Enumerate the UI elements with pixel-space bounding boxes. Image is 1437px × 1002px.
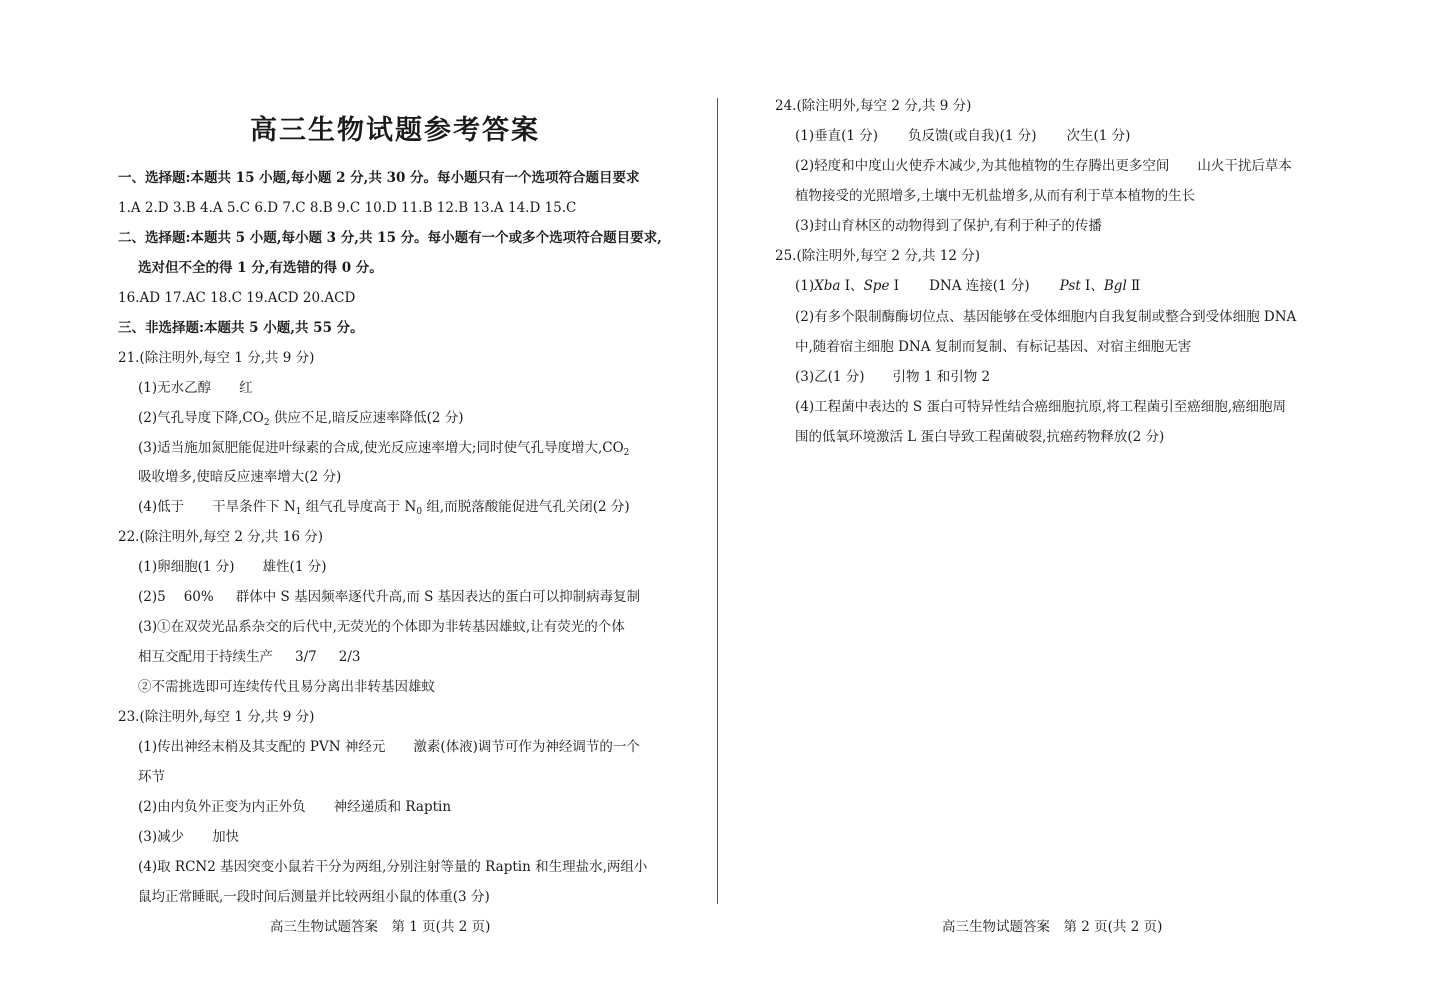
q22-answer-3-cont [138, 647, 360, 667]
q25-3b: 引物 1 和引物 2 [892, 369, 991, 385]
q23-answer-4-cont: 鼠均正常睡眠,一段时间后测量并比较两组小鼠的体重(3 分) [138, 889, 490, 905]
q24-2a: (2)轻度和中度山火使乔木减少,为其他植物的生存腾出更多空间 [795, 158, 1170, 174]
q24-1b: 负反馈(或自我)(1 分) [908, 128, 1037, 144]
q22-answer-3: (3)①在双荧光品系杂交的后代中,无荧光的个体即为非转基因雄蚊,让有荧光的个体 [138, 619, 625, 635]
section-2-heading: 二、选择题:本题共 5 小题,每小题 3 分,共 15 分。每小题有一个或多个选项符合题目要求, [118, 230, 662, 246]
q25-enzyme-spe: Spe [863, 278, 890, 294]
q22-answer-1 [138, 557, 326, 577]
q25-1b: Ⅰ、 [840, 278, 864, 294]
q21-3a: (3)适当施加氮肥能促进叶绿素的合成,使光反应速率增大;同时使气孔导度增大,CO [138, 440, 624, 456]
q21-4a: (4)低于 [138, 499, 185, 515]
q21-answer-3-cont: 吸收增多,使暗反应速率增大(2 分) [138, 469, 342, 485]
q22-3b: 3/7 [295, 649, 317, 665]
q22-3c: 2/3 [338, 649, 361, 665]
q21-answer-3 [138, 438, 629, 458]
q21-3-sub: 2 [623, 448, 630, 458]
q21-1a: (1)无水乙醇 [138, 380, 212, 396]
q25-1d: DNA 连接(1 分) [929, 278, 1030, 294]
q21-4-sub1: 1 [295, 507, 302, 517]
q25-enzyme-pst: Pst [1059, 278, 1081, 294]
q23-2a: (2)由内负外正变为内正外负 [138, 799, 306, 815]
q25-3a: (3)乙(1 分) [795, 369, 865, 385]
section-2-answers: 16.AD 17.AC 18.C 19.ACD 20.ACD [118, 290, 356, 306]
q25-enzyme-bgl: Bgl [1103, 278, 1127, 294]
column-divider [717, 98, 718, 904]
section-1-heading: 一、选择题:本题共 15 小题,每小题 2 分,共 30 分。每小题只有一个选项符合题目要求 [118, 170, 640, 186]
page-title: 高三生物试题参考答案 [250, 115, 540, 146]
q22-answer-2 [138, 587, 640, 607]
q21-answer-4 [138, 497, 630, 517]
q21-heading: 21.(除注明外,每空 1 分,共 9 分) [118, 350, 315, 366]
q25-answer-2-cont: 中,随着宿主细胞 DNA 复制而复制、有标记基因、对宿主细胞无害 [795, 339, 1192, 355]
page-1-footer: 高三生物试题答案 第 1 页(共 2 页) [270, 919, 491, 935]
q24-answer-1 [795, 126, 1130, 146]
q24-heading: 24.(除注明外,每空 2 分,共 9 分) [775, 98, 972, 114]
q21-4-sub2: 0 [416, 507, 423, 517]
q25-answer-1 [795, 276, 1140, 296]
q23-answer-1-cont: 环节 [138, 769, 165, 785]
q22-3a: 相互交配用于持续生产 [138, 649, 273, 665]
q25-answer-2: (2)有多个限制酶酶切位点、基因能够在受体细胞内自我复制或整合到受体细胞 DNA [795, 309, 1297, 325]
q24-1c: 次生(1 分) [1066, 128, 1131, 144]
q24-1a: (1)垂直(1 分) [795, 128, 879, 144]
q22-2a: (2)5 [138, 589, 166, 605]
q23-answer-1 [138, 737, 640, 757]
q25-heading: 25.(除注明外,每空 2 分,共 12 分) [775, 248, 981, 264]
section-3-heading: 三、非选择题:本题共 5 小题,共 55 分。 [118, 320, 364, 336]
q22-1b: 雄性(1 分) [262, 559, 327, 575]
q23-heading: 23.(除注明外,每空 1 分,共 9 分) [118, 709, 315, 725]
q24-answer-3: (3)封山育林区的动物得到了保护,有利于种子的传播 [795, 218, 1102, 234]
q25-1g: Ⅱ [1126, 278, 1141, 294]
section-2-heading-cont: 选对但不全的得 1 分,有选错的得 0 分。 [138, 260, 383, 276]
q23-1a: (1)传出神经末梢及其支配的 PVN 神经元 [138, 739, 386, 755]
section-1-answers: 1.A 2.D 3.B 4.A 5.C 6.D 7.C 8.B 9.C 10.D 11.B 12.B 13.A 14.D 15.C [118, 200, 577, 216]
page-2-footer: 高三生物试题答案 第 2 页(共 2 页) [942, 919, 1163, 935]
q24-answer-2 [795, 156, 1292, 176]
q22-2b: 60% [183, 589, 214, 605]
q25-1c: Ⅰ [889, 278, 900, 294]
q22-1a: (1)卵细胞(1 分) [138, 559, 235, 575]
q21-4c: 组气孔导度高于 N [301, 499, 417, 515]
q23-3a: (3)减少 [138, 829, 185, 845]
q22-heading: 22.(除注明外,每空 2 分,共 16 分) [118, 529, 324, 545]
q21-2-sub: 2 [263, 418, 270, 428]
q21-2a: (2)气孔导度下降,CO [138, 410, 264, 426]
q22-2c: 群体中 S 基因频率逐代升高,而 S 基因表达的蛋白可以抑制病毒复制 [235, 589, 641, 605]
q25-1f: Ⅰ、 [1080, 278, 1104, 294]
q21-answer-1 [138, 378, 253, 398]
q23-3b: 加快 [212, 829, 240, 845]
q24-2b: 山火干扰后草本 [1197, 158, 1292, 174]
q25-answer-3 [795, 367, 990, 387]
q23-answer-3 [138, 827, 239, 847]
q21-2b: 供应不足,暗反应速率降低(2 分) [269, 410, 464, 426]
q24-answer-2-cont: 植物接受的光照增多,土壤中无机盐增多,从而有利于草本植物的生长 [795, 188, 1196, 204]
q23-answer-4: (4)取 RCN2 基因突变小鼠若干分为两组,分别注射等量的 Raptin 和生理盐水,两组小 [138, 859, 648, 875]
q25-answer-4-cont: 围的低氧环境激活 L 蛋白导致工程菌破裂,抗癌药物释放(2 分) [795, 429, 1165, 445]
q21-answer-2 [138, 408, 464, 428]
q25-answer-4: (4)工程菌中表达的 S 蛋白可特异性结合癌细胞抗原,将工程菌引至癌细胞,癌细胞周 [795, 399, 1287, 415]
q21-4b: 干旱条件下 N [212, 499, 296, 515]
q23-2b: 神经递质和 Raptin [333, 799, 452, 815]
q22-answer-3-part2: ②不需挑选即可连续传代且易分离出非转基因雄蚊 [138, 679, 435, 695]
q21-1b: 红 [239, 380, 253, 396]
q23-answer-2 [138, 797, 451, 817]
q23-1b: 激素(体液)调节可作为神经调节的一个 [413, 739, 640, 755]
q25-enzyme-xba: Xba [814, 278, 841, 294]
q21-4d: 组,而脱落酸能促进气孔关闭(2 分) [422, 499, 630, 515]
q25-1-prefix: (1) [795, 278, 815, 294]
